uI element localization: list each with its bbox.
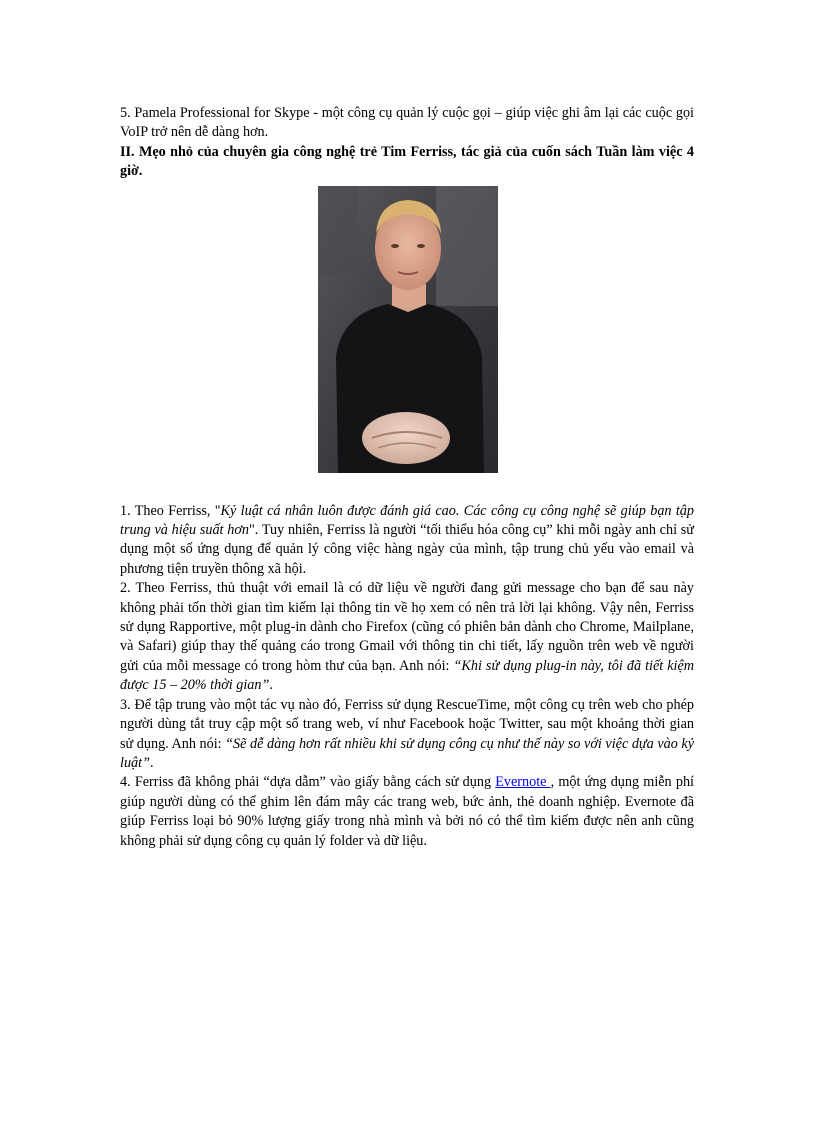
paragraph-1: 1. Theo Ferriss, "Kỷ luật cá nhân luôn được đánh giá cao. Các công cụ công nghệ sẽ giúp bạn tập trung và hiệu suất hơn". Tuy nhiên, Ferriss là người “tối thiểu hóa công cụ” khi mỗi ngày anh chỉ sử dụng một số ứng dụng để quản lý công việc hàng ngày của mình, tập trung chủ yếu vào email và phương tiện truyền thông xã hội.	[120, 502, 694, 577]
document-body	[120, 104, 694, 851]
paragraph-2: 2. Theo Ferriss, thủ thuật với email là có dữ liệu về người đang gửi message cho bạn để sau này không phải tốn thời gian tìm kiếm lại thông tin về họ xem có nên trả lời lại không. Vậy nên, Ferriss sử dụng Rapportive, một plug-in dành cho Firefox (cũng có phiên bản dành cho Chrome, Mailplane, và Safari) giúp thay thế quảng cáo trong Gmail với thông tin chi tiết, lấy nguồn trên web về người gửi của mỗi message có trong hòm thư của bạn. Anh nói: “Khi sử dụng plug-in này, tôi đã tiết kiệm được 15 – 20% thời gian”.	[120, 580, 694, 694]
photo-container	[120, 186, 694, 476]
list-item-5: 5. Pamela Professional for Skype - một công cụ quản lý cuộc gọi – giúp việc ghi âm lại các cuộc gọi VoIP trở nên dễ dàng hơn.	[120, 105, 694, 141]
section-heading: II. Mẹo nhỏ của chuyên gia công nghệ trẻ Tim Ferriss, tác giả của cuốn sách Tuần làm việc 4 giờ.	[120, 143, 694, 180]
paragraph-4: 4. Ferriss đã không phải “dựa dẫm” vào giấy bằng cách sử dụng Evernote , một ứng dụng miễn phí giúp người dùng có thể ghim lên đám mây các trang web, bức ảnh, thẻ doanh nghiệp. Evernote đã giúp Ferriss loại bỏ 90% lượng giấy trong nhà mình và bởi nó có thể tìm kiếm được nên anh cũng không phải sử dụng công cụ quản lý folder và dữ liệu.	[120, 774, 694, 849]
paragraph-3: 3. Để tập trung vào một tác vụ nào đó, Ferriss sử dụng RescueTime, một công cụ trên web cho phép người dùng tắt truy cập một số trang web, ví như Facebook hoặc Twitter, sau một khoảng thời gian sử dụng. Anh nói: “Sẽ dễ dàng hơn rất nhiều khi sử dụng công cụ như thế này so với việc dựa vào kỷ luật”.	[120, 696, 694, 771]
quote-1: Kỷ luật cá nhân luôn được đánh giá cao. Các công cụ công nghệ sẽ giúp bạn tập trung và hiệu suất hơn	[120, 502, 694, 539]
quote-3: “Sẽ dễ dàng hơn rất nhiều khi sử dụng công cụ như thế này so với việc dựa vào kỷ luật”	[120, 735, 694, 771]
evernote-link[interactable]: Evernote	[495, 774, 551, 791]
quote-2: “Khi sử dụng plug-in này, tôi đã tiết kiệm được 15 – 20% thời gian”	[120, 657, 694, 694]
portrait-photo	[318, 186, 498, 473]
